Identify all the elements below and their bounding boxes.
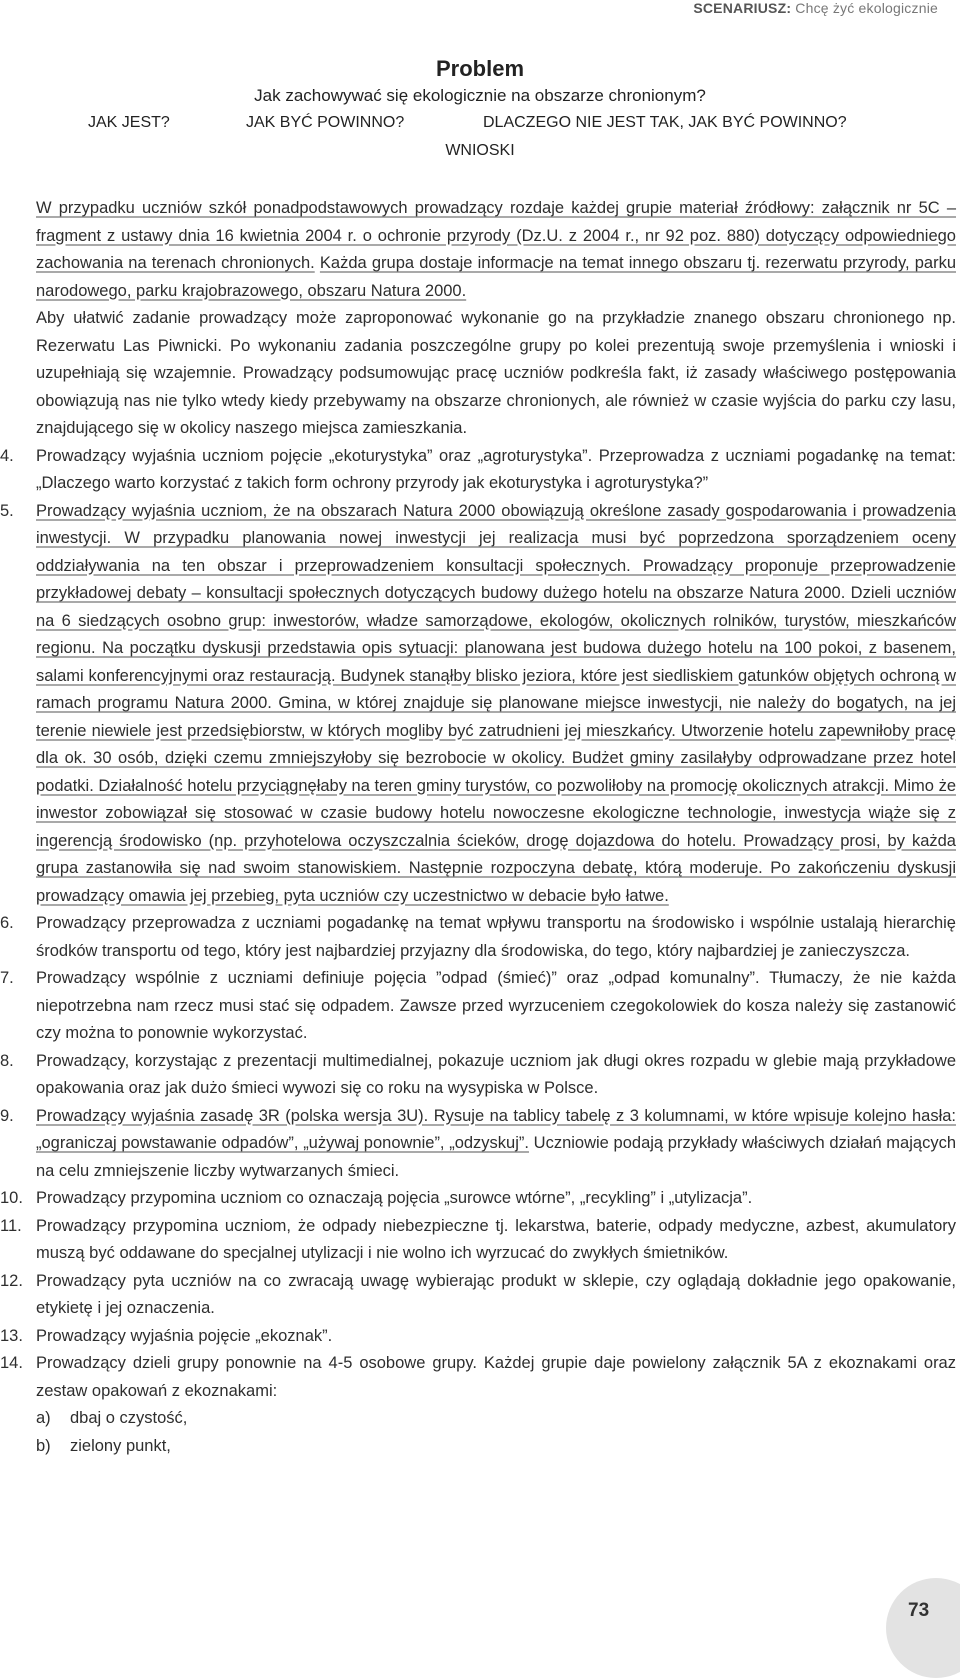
list-text: Prowadzący wspólnie z uczniami definiuje pojęcia ”odpad (śmieć)” oraz „odpad komunalny”. Tłumaczy, że nie każda niepotrzebna nam rzecz musi stać się odpadem. Zawsze przed wyrzuceniem czegokolowiek do kosza należy się zastanowić czy można to ponownie wykorzystać.: [36, 969, 956, 1042]
running-header: [693, 0, 938, 16]
sub-list-item: [36, 1405, 956, 1433]
question-jak-jest: JAK JEST?: [88, 114, 170, 131]
sub-list-item: [36, 1433, 956, 1461]
sub-list-text: dbaj o czystość,: [70, 1409, 188, 1427]
list-item: [0, 965, 956, 1048]
question-jak-byc-powinno: JAK BYĆ POWINNO?: [246, 114, 405, 131]
sub-list-letter: b): [36, 1436, 51, 1455]
list-text-underlined: Prowadzący wyjaśnia zasadę 3R (polska wersja 3U). Rysuje na tablicy tabelę z 3 kolumnami, w które wpisuje kolejno hasła: „ograniczaj powstawanie odpadów”, „używaj ponownie”, „odzyskuj”.: [36, 1106, 956, 1152]
list-number: 8.: [0, 1051, 14, 1070]
list-text: Prowadzący dzieli grupy ponownie na 4-5 osobowe grupy. Każdej grupie daje powielony załącznik 5A z ekoznakami oraz zestaw opakowań z ekoznakami:: [36, 1354, 956, 1400]
header-title: Chcę żyć ekologicznie: [795, 0, 938, 16]
list-text: Prowadzący przypomina uczniom co oznaczają pojęcia „surowce wtórne”, „recykling” i „utylizacja”.: [36, 1189, 753, 1207]
header-label: SCENARIUSZ:: [693, 0, 792, 16]
problem-heading: Problem: [435, 56, 525, 81]
list-text: Prowadzący przeprowadza z uczniami pogadankę na temat wpływu transportu na środowisko i wspólnie ustalają hierarchię środków transportu od tego, który jest najbardziej przyjazny dla środowiska, do tego, który najbardziej je zanieczyszcza.: [36, 914, 956, 960]
list-number: 9.: [0, 1106, 14, 1125]
list-text: Prowadzący wyjaśnia pojęcie „ekoznak”.: [36, 1326, 333, 1345]
list-text: Prowadzący przypomina uczniom, że odpady niebezpieczne tj. lekarstwa, baterie, odpady medyczne, azbest, akumulatory muszą być oddawane do specjalnej utylizacji i nie wolno ich wyrzucać do zwykłych śmietników.: [36, 1216, 956, 1262]
list-item: [0, 1350, 956, 1405]
intro-sentence-1: W przypadku uczniów szkół ponadpodstawowych prowadzący rozdaje każdej grupie materiał źródłowy: załącznik nr 5C – fragment z ustawy dnia 16 kwietnia 2004 r. o ochronie przyrody (Dz.U. z 2004 r., nr 92 poz. 880) dotyczący odpowiedniego zachowania na terenach chronionych.: [36, 199, 956, 272]
list-number: 10.: [0, 1189, 23, 1207]
intro-paragraph: [36, 195, 956, 305]
list-item: [0, 1185, 956, 1213]
problem-question: Jak zachowywać się ekologicznie na obszarze chronionym?: [254, 86, 706, 105]
list-item: [0, 910, 956, 965]
list-item: [0, 1323, 956, 1351]
list-item: [0, 498, 956, 911]
list-text: Prowadzący, korzystając z prezentacji multimedialnej, pokazuje uczniom jak długi okres rozpadu w glebie mają przykładowe opakowania oraz jak dużo śmieci wywozi się co roku na wysypiska w Polsce.: [36, 1051, 956, 1097]
list-number: 14.: [0, 1354, 23, 1372]
list-text: Prowadzący wyjaśnia uczniom, że na obszarach Natura 2000 obowiązują określone zasady gospodarowania i prowadzenia inwestycji. W przypadku planowania nowej inwestycji jej realizacja musi być poprzedzona sporządzeniem oceny oddziaływania na ten obszar i przeprowadzeniem konsultacji społecznych. Prowadzący proponuje przeprowadzenie przykładowej debaty – konsultacji społecznych dotyczących budowy dużego hotelu na obszarze Natura 2000. Dzieli uczniów na 6 siedzących osobno grup: inwestorów, władze samorządowe, ekologów, okolicznych rolników, turystów, mieszkańców regionu. Na początku dyskusji przedstawia opis sytuacji: planowana jest budowa dużego hotelu na 100 pokoi, z basenem, salami konferencyjnymi oraz restauracją. Budynek stanąłby blisko jeziora, które jest siedliskiem gatunków objętych ochroną w ramach programu Natura 2000. Gmina, w której znajduje się planowane miejsce inwestycji, nie należy do bogatych, na jej terenie niewiele jest przedsiębiorstw, w których mogliby być zatrudnieni jej mieszkańcy. Utworzenie hotelu zapewniłoby pracę dla ok. 30 osób, dzięki czemu zmniejszyłoby się bezrobocie w okolicy. Budżet gminy zasilałyby odprowadzane przez hotel podatki. Działalność hotelu przyciągnęłaby na teren gminy turystów, co pozwoliłoby na promocję okolicznych atrakcji. Mimo że inwestor zobowiązał się stosować w czasie budowy hotelu nowoczesne ekologiczne technologie, inwestycja wiąże się z ingerencją środowisko (np. przyhotelowa oczyszczalnia ścieków, drogę dojazdowa do hotelu. Prowadzący prosi, by każda grupa zastanowiła się nad swoim stanowiskiem. Następnie rozpoczyna debatę, którą moderuje. Po zakończeniu dyskusji prowadzący omawia jej przebieg, pyta uczniów czy uczestnictwo w debacie było łatwe.: [36, 501, 956, 905]
sub-list-letter: a): [36, 1409, 51, 1427]
intro-paragraph-2: Aby ułatwić zadanie prowadzący może zaproponować wykonanie go na przykładzie znanego obszaru chronionego np. Rezerwatu Las Piwnicki. Po wykonaniu zadania poszczególne grupy po kolei prezentują swoje przemyślenia i wnioski i uzupełniają się wzajemnie. Prowadzący podsumowując pracę uczniów podkreśla fakt, iż zasady właściwego postępowania obowiązują nas nie tylko wtedy kiedy przebywamy na obszarze chronionych, ale również w czasie wyjścia do parku czy lasu, znajdującego się w okolicy naszego miejsca zamieszkania.: [36, 309, 956, 437]
list-number: 6.: [0, 914, 14, 932]
page-number: 73: [908, 1600, 930, 1621]
list-number: 12.: [0, 1271, 23, 1290]
list-item: [0, 1268, 956, 1323]
list-item: [0, 443, 956, 498]
list-text: Prowadzący wyjaśnia uczniom pojęcie „ekoturystyka” oraz „agroturystyka”. Przeprowadza z uczniami pogadankę na temat: „Dlaczego warto korzystać z takich form ochrony przyrody jak ekoturystyka i agroturystyka?”: [36, 446, 956, 492]
list-number: 4.: [0, 446, 14, 465]
list-item: [0, 1048, 956, 1103]
question-wnioski: WNIOSKI: [445, 142, 515, 159]
list-item: [0, 1103, 956, 1186]
intro-sentence-2: Każda grupa dostaje informacje na temat innego obszaru tj. rezerwatu przyrody, parku narodowego, parku krajobrazowego, obszaru Natura 2000.: [36, 254, 956, 300]
list-text: Prowadzący pyta uczniów na co zwracają uwagę wybierając produkt w sklepie, czy oglądają dokładnie jego opakowanie, etykietę i jej oznaczenia.: [36, 1271, 956, 1317]
list-text: Uczniowie podają przykłady właściwych działań mających na celu zmniejszenie liczby wytwarzanych śmieci.: [36, 1134, 956, 1180]
document-body: [0, 195, 956, 1460]
question-dlaczego: DLACZEGO NIE JEST TAK, JAK BYĆ POWINNO?: [483, 114, 847, 131]
page-number-badge: [886, 1578, 960, 1678]
list-number: 13.: [0, 1326, 23, 1345]
sub-list-text: zielony punkt,: [70, 1436, 171, 1455]
list-number: 11.: [0, 1216, 22, 1235]
list-number: 5.: [0, 501, 14, 520]
list-number: 7.: [0, 969, 14, 987]
list-item: [0, 1213, 956, 1268]
